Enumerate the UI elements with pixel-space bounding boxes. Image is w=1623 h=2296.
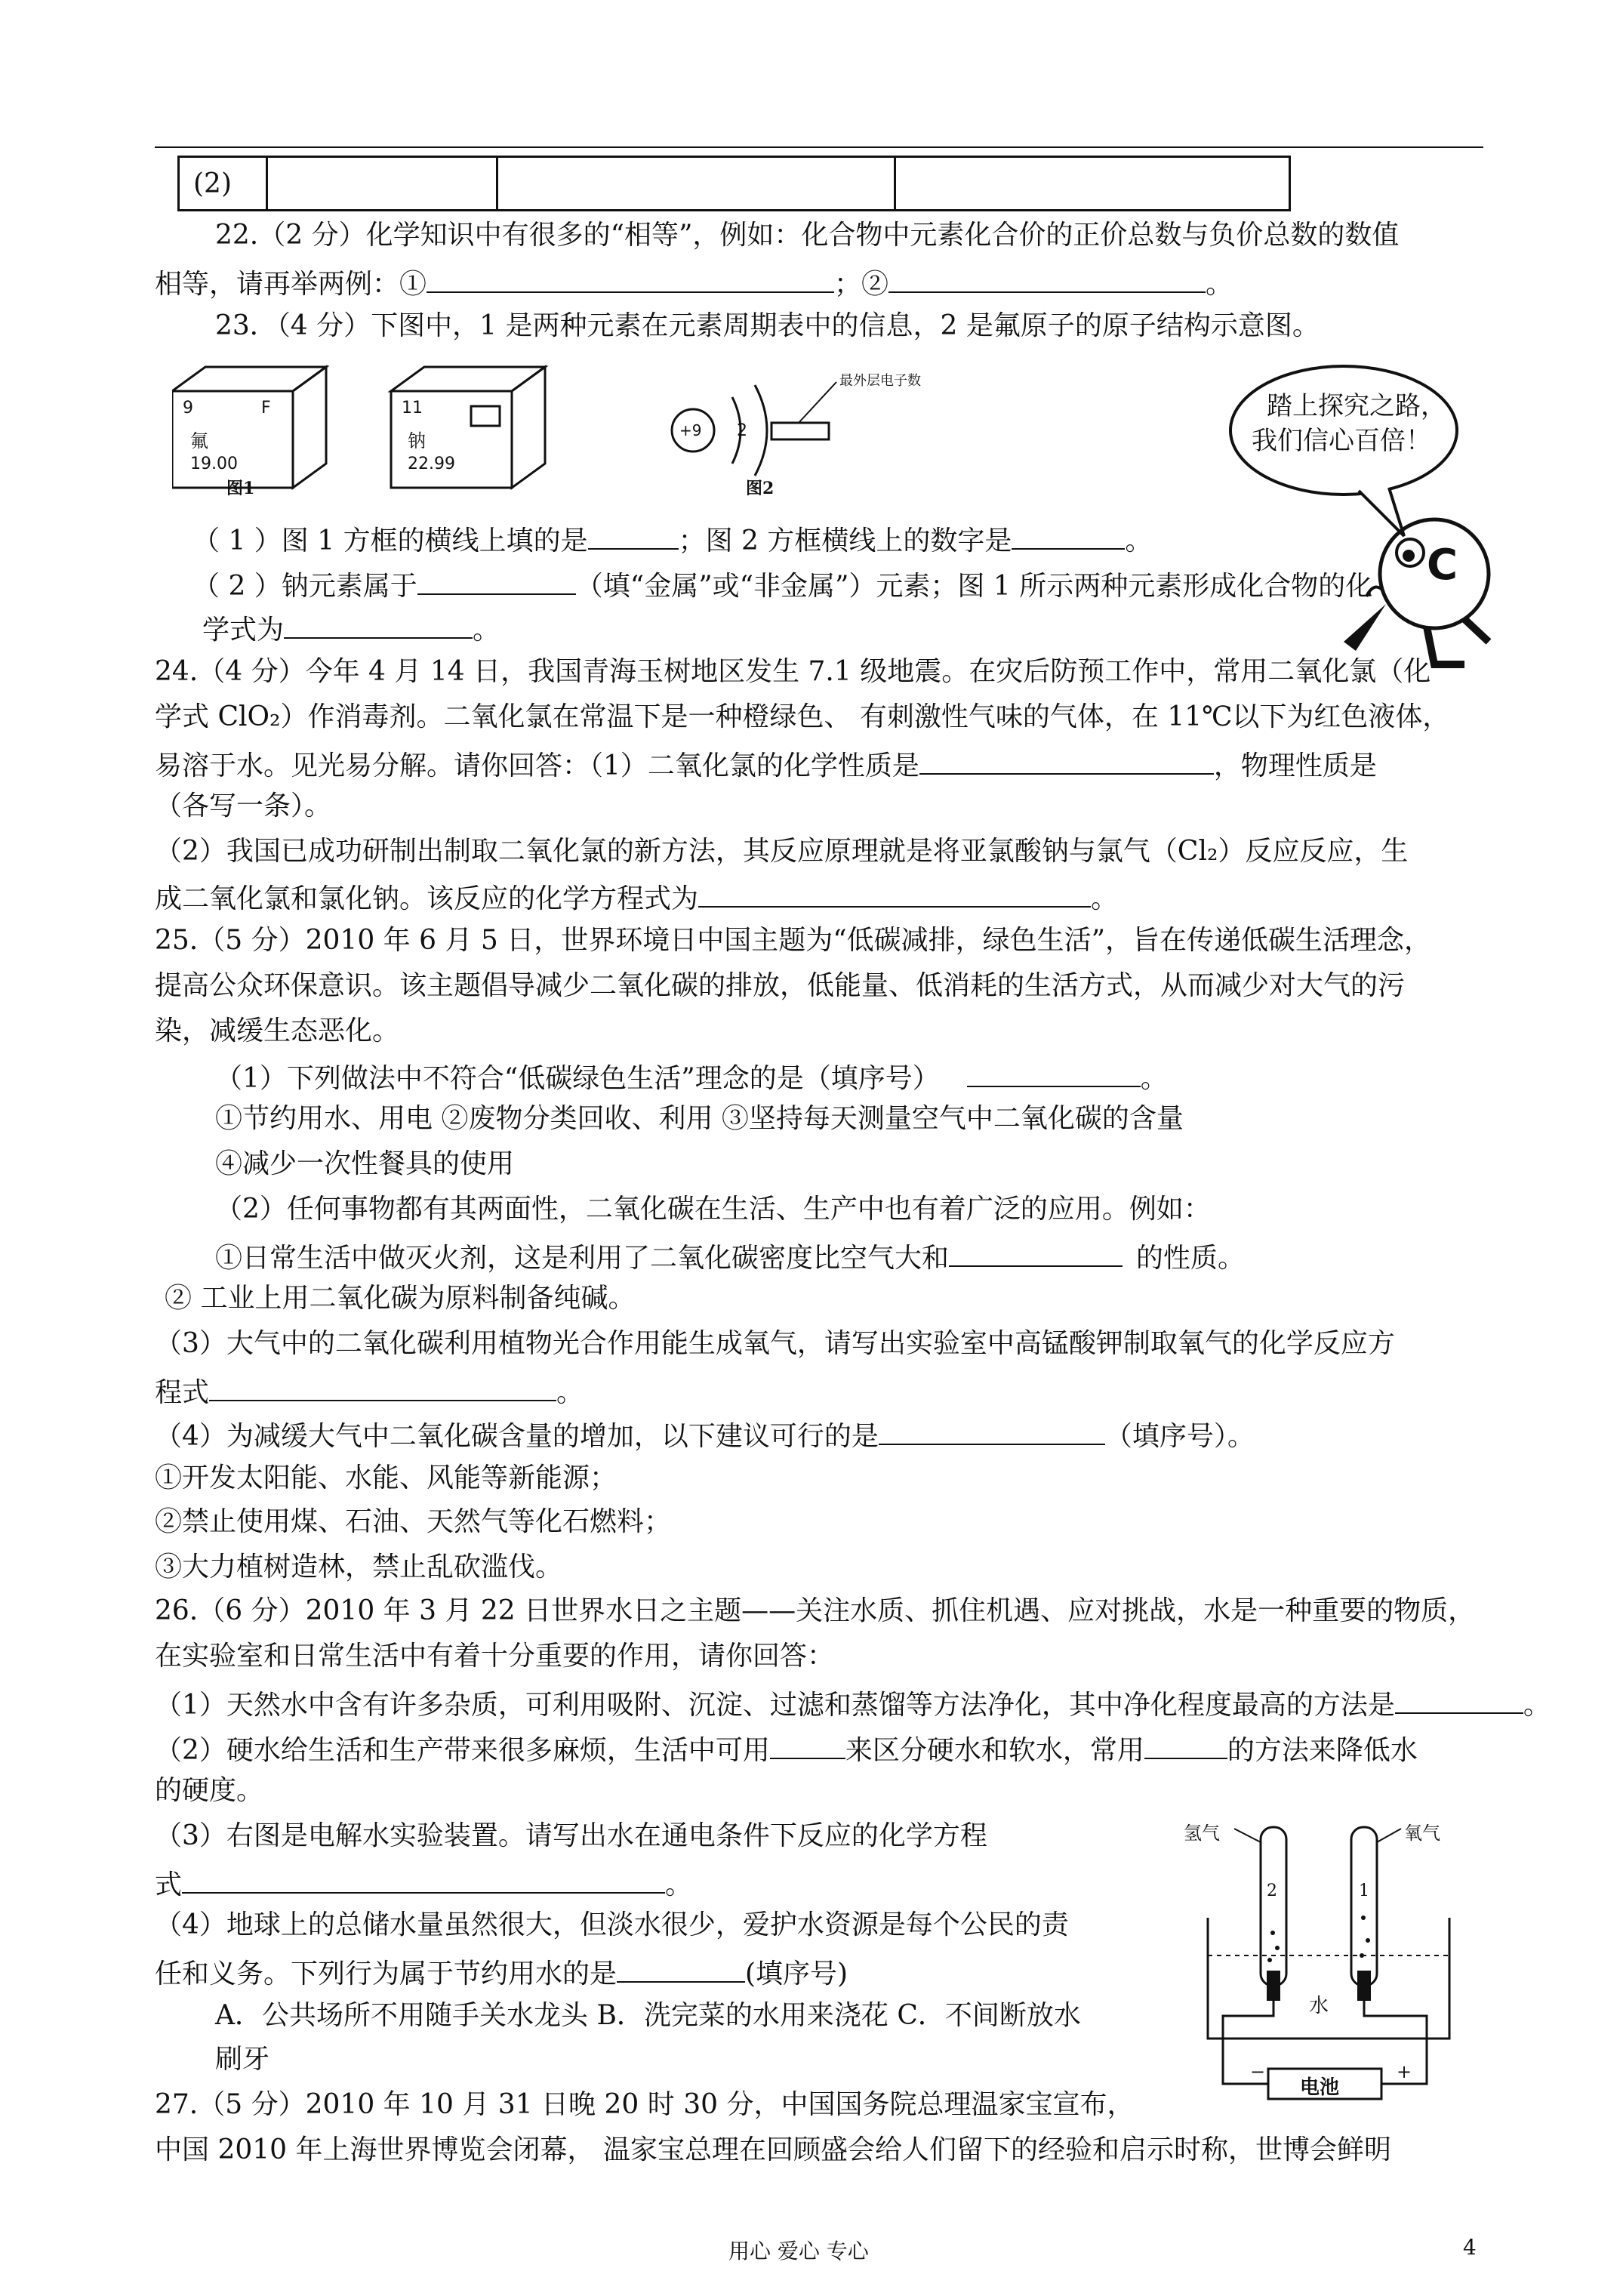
- q23-sub2-cont: 学式为 。: [202, 610, 500, 647]
- box2-name: 钠: [408, 430, 426, 451]
- q24-line4: （各写一条）。: [155, 791, 332, 821]
- q25-line6: ④减少一次性餐具的使用: [215, 1148, 515, 1179]
- battery-positive: +: [1397, 2061, 1412, 2082]
- q25-line14: ②禁止使用煤、石油、天然气等化石燃料；: [155, 1506, 672, 1537]
- box1-name: 氟: [190, 430, 208, 451]
- table-cell: [267, 157, 497, 211]
- answer-blank[interactable]: [967, 1059, 1141, 1087]
- outer-electron-label: 最外层电子数: [839, 373, 921, 389]
- q25-line8: ①日常生活中做灭火剂，这是利用了二氧化碳密度比空气大和 的性质。: [215, 1238, 1245, 1275]
- hydrogen-label: 氢气: [1184, 1823, 1220, 1844]
- box2-number: 11: [402, 399, 423, 418]
- header-rule: [155, 146, 1483, 148]
- q26-line10: A．公共场所不用随手关水龙头 B．洗完菜的水用来浇花 C．不间断放水: [215, 2000, 1081, 2031]
- answer-blank[interactable]: [888, 264, 1206, 293]
- battery-negative: −: [1250, 2061, 1266, 2082]
- box1-number: 9: [183, 399, 193, 418]
- mascot-cartoon: [1208, 355, 1495, 672]
- water-label: 水: [1309, 1995, 1329, 2017]
- box1-mass: 19.00: [190, 455, 238, 473]
- fig2-caption: 图2: [746, 479, 775, 498]
- q25-line12: （4）为减缓大气中二氧化碳含量的增加，以下建议可行的是 （填序号）。: [155, 1416, 1255, 1453]
- table-cell-label: (2): [179, 157, 267, 211]
- oxygen-label: 氧气: [1404, 1823, 1440, 1844]
- box2-mass: 22.99: [408, 455, 455, 473]
- q24-line3: 易溶于水。见光易分解。请你回答：（1）二氧化氯的化学性质是 ，物理性质是: [155, 746, 1377, 783]
- mascot-letter: C: [1427, 541, 1458, 590]
- q25-line11: 程式 。: [155, 1373, 584, 1410]
- q26-line9: 任和义务。下列行为属于节约用水的是 (填序号): [155, 1954, 848, 1991]
- q22-line1: 22.（2 分）化学知识中有很多的“相等”，例如：化合物中元素化合价的正价总数与负价总数的数值: [215, 220, 1400, 251]
- electrolysis-apparatus: [1178, 1812, 1487, 2106]
- answer-blank[interactable]: [427, 264, 834, 293]
- q27-line2: 中国 2010 年上海世界博览会闭幕， 温家宝总理在回顾盛会给人们留下的经验和启示时称，世博会鲜明: [155, 2134, 1391, 2165]
- q24-line5: （2）我国已成功研制出制取二氧化氯的新方法，其反应原理就是将亚氯酸钠与氯气（Cl₂）反应反应，生: [155, 836, 1409, 867]
- answer-blank[interactable]: [617, 1954, 745, 1983]
- bubble-line1: 踏上探究之路，: [1267, 391, 1446, 421]
- table-cell: [497, 157, 895, 211]
- q25-line2: 提高公众环保意识。该主题倡导减少二氧化碳的排放，低能量、低消耗的生活方式，从而减少对大气的污: [155, 970, 1406, 1001]
- q25-line9: ② 工业上用二氧化碳为原料制备纯碱。: [165, 1283, 636, 1314]
- q26-line8: （4）地球上的总储水量虽然很大，但淡水很少，爱护水资源是每个公民的责: [155, 1909, 1069, 1940]
- q23-sub2: （ 2 ）钠元素属于 （填“金属”或“非金属”）元素；图 1 所示两种元素形成化合物的化: [192, 566, 1372, 603]
- q25-line7: （2）任何事物都有其两面性，二氧化碳在生活、生产中也有着广泛的应用。例如：: [215, 1194, 1211, 1225]
- answer-blank[interactable]: [879, 1416, 1105, 1445]
- q25-line5: ①节约用水、用电 ②废物分类回收、利用 ③坚持每天测量空气中二氧化碳的含量: [215, 1103, 1184, 1134]
- q25-line1: 25.（5 分）2010 年 6 月 5 日，世界环境日中国主题为“低碳减排，绿色生活”，旨在传递低碳生活理念，: [155, 925, 1432, 956]
- footer-motto: 用心 爱心 专心: [728, 2239, 869, 2264]
- q24-line6: 成二氧化氯和氯化钠。该反应的化学方程式为 。: [155, 879, 1118, 916]
- q23-sub1: （ 1 ）图 1 方框的横线上填的是 ；图 2 方框横线上的数字是 。: [192, 521, 1152, 558]
- q26-line3: （1）天然水中含有许多杂质，可利用吸附、沉淀、过滤和蒸馏等方法净化，其中净化程度最高的方法是 。: [155, 1685, 1551, 1722]
- box1-symbol: F: [261, 399, 271, 418]
- answer-blank[interactable]: [417, 566, 576, 595]
- electrolysis-figure: [1178, 1812, 1487, 2106]
- answer-blank[interactable]: [588, 521, 679, 550]
- answer-blank[interactable]: [1395, 1685, 1523, 1714]
- q23-figure: [172, 362, 927, 498]
- bubble-line2: 我们信心百倍！: [1252, 426, 1431, 456]
- table-cell: [895, 157, 1290, 211]
- q22-line2: 相等，请再举两例：① ；② 。: [155, 264, 1233, 301]
- periodic-table-figure: [172, 362, 927, 498]
- q24-line2: 学式 ClO₂）作消毒剂。二氧化氯在常温下是一种橙绿色、 有刺激性气味的气体，在 11℃以下为红色液体，: [155, 701, 1450, 732]
- q26-line6: （3）右图是电解水实验装置。请写出水在通电条件下反应的化学方程: [155, 1820, 987, 1851]
- q25-line4: （1）下列做法中不符合“低碳绿色生活”理念的是（填序号） 。: [215, 1059, 1168, 1096]
- answer-blank[interactable]: [698, 879, 1091, 908]
- answer-table: [177, 156, 1291, 211]
- q26-line5: 的硬度。: [155, 1775, 264, 1806]
- q25-line15: ③大力植树造林，禁止乱砍滥伐。: [155, 1552, 563, 1583]
- table-row: [179, 157, 1290, 211]
- page-number: 4: [1463, 2235, 1477, 2260]
- tube-2-label: 2: [1267, 1881, 1277, 1900]
- nucleus-charge: +9: [679, 421, 702, 439]
- answer-blank[interactable]: [284, 610, 473, 639]
- answer-blank[interactable]: [209, 1373, 556, 1401]
- answer-blank[interactable]: [1144, 1730, 1227, 1759]
- q26-line1: 26.（6 分）2010 年 3 月 22 日世界水日之主题——关注水质、抓住机遇、应对挑战，水是一种重要的物质，: [155, 1595, 1476, 1626]
- q23-intro: 23．（4 分）下图中，1 是两种元素在元素周期表中的信息，2 是氟原子的原子结构示意图。: [215, 310, 1320, 341]
- q27-line1: 27.（5 分）2010 年 10 月 31 日晚 20 时 30 分，中国国务院总理温家宝宣布，: [155, 2089, 1135, 2120]
- fig1-caption: 图1: [226, 479, 255, 498]
- tube-1-label: 1: [1359, 1881, 1369, 1900]
- q26-line2: 在实验室和日常生活中有着十分重要的作用，请你回答：: [155, 1641, 835, 1672]
- answer-blank[interactable]: [770, 1730, 845, 1759]
- q25-line10: （3）大气中的二氧化碳利用植物光合作用能生成氧气，请写出实验室中高锰酸钾制取氧气的化学反应方: [155, 1328, 1395, 1359]
- battery-label: 电池: [1300, 2076, 1340, 2099]
- answer-blank[interactable]: [919, 746, 1214, 775]
- q24-line1: 24.（4 分）今年 4 月 14 日，我国青海玉树地区发生 7.1 级地震。在灾后防预工作中，常用二氧化氯（化: [155, 656, 1431, 687]
- q25-line3: 染，减缓生态恶化。: [155, 1015, 400, 1046]
- answer-blank[interactable]: [182, 1865, 665, 1894]
- q25-line13: ①开发太阳能、水能、风能等新能源；: [155, 1462, 617, 1493]
- first-shell-electrons: 2: [737, 421, 747, 440]
- q26-line4: （2）硬水给生活和生产带来很多麻烦，生活中可用 来区分硬水和软水，常用 的方法来降低水: [155, 1730, 1418, 1767]
- q26-line7: 式 。: [155, 1865, 692, 1902]
- answer-blank[interactable]: [949, 1238, 1123, 1267]
- q26-line11: 刷牙: [215, 2044, 270, 2075]
- answer-blank[interactable]: [1012, 521, 1125, 550]
